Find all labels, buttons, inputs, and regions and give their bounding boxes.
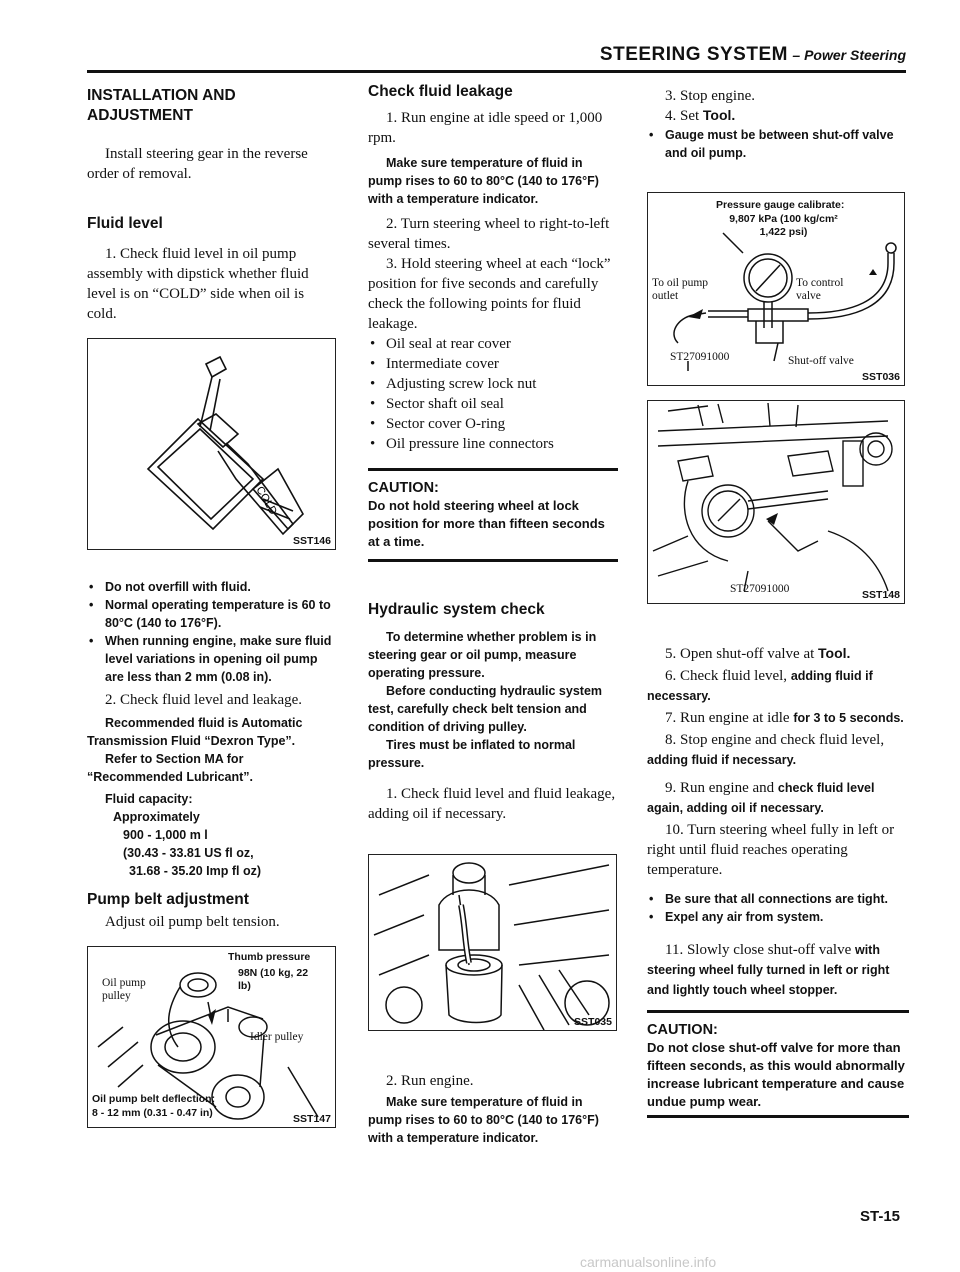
hyd-paragraph-3: Tires must be inflated to normal pressure. <box>368 738 576 770</box>
leak-step-2: 2. Turn steering wheel to right-to-left several times. <box>368 216 610 252</box>
label-pulley: Oil pump pulley <box>102 977 146 1002</box>
refer-section: Refer to Section MA for “Recommended Lubricant”. <box>87 752 253 784</box>
dipstick-illustration <box>88 339 335 549</box>
hyd-step-1: 1. Check fluid level and fluid leakage, adding oil if necessary. <box>368 786 616 822</box>
step-8-text: 8. Stop engine and check fluid level, <box>665 732 885 748</box>
list-item: • Do not overfill with fluid. <box>87 578 337 596</box>
page-number: ST-15 <box>860 1208 901 1225</box>
heading-hydraulic: Hydraulic system check <box>368 601 545 618</box>
caution-box <box>368 468 618 562</box>
step-11-bold: with steering wheel fully turned in left or right and lightly touch wheel stopper. <box>647 943 890 997</box>
leak-step-1-note: Make sure temperature of fluid in pump rises to 60 to 80°C (140 to 176°F) with a temperature indicator. <box>368 156 599 206</box>
reservoir-illustration <box>369 855 616 1030</box>
hyd-paragraph-2: Before conducting hydraulic system test, carefully check belt tension and condition of driving pulley. <box>368 684 603 734</box>
caution-text: Do not close shut-off valve for more than fifteen seconds, as this would abnormally increase lubricant temperature and cause undue pump wear. <box>647 1040 905 1109</box>
svg-text:COLD: COLD <box>253 484 280 517</box>
figure-reservoir <box>368 854 617 1031</box>
column-right <box>647 82 909 1118</box>
caution-box-2 <box>647 1010 909 1118</box>
label-control: To control valve <box>796 277 844 302</box>
engine-illustration <box>648 401 904 603</box>
gauge-bullet <box>647 126 909 162</box>
header-subtitle: – Power Steering <box>792 47 906 63</box>
step-9-bold: check fluid level again, adding oil if necessary. <box>647 781 875 815</box>
caution-title: CAUTION: <box>368 480 439 496</box>
figure-tag: SST146 <box>293 535 331 547</box>
caution-bottom-rule <box>368 559 618 562</box>
figure-engine <box>647 400 905 604</box>
step-7 <box>647 708 909 728</box>
leak-step-3: 3. Hold steering wheel at each “lock” position for five seconds and carefully check the following points for fluid leakage. <box>368 256 611 332</box>
label-calibrate: Pressure gauge calibrate: <box>716 199 845 211</box>
step-9 <box>647 778 909 818</box>
step-5 <box>647 644 909 664</box>
list-item: • Intermediate cover <box>368 354 618 374</box>
page-header <box>546 44 906 66</box>
caution-bottom-rule <box>647 1115 909 1118</box>
step-4-text: 4. Set <box>665 108 703 124</box>
step-8-bold: adding fluid if necessary. <box>647 753 797 767</box>
label-force: 98N (10 kg, 22 lb) <box>238 967 309 992</box>
label-idler: Idler pulley <box>250 1031 304 1043</box>
label-deflection-value: 8 - 12 mm (0.31 - 0.47 in) <box>92 1107 213 1119</box>
label-calibrate-value: 9,807 kPa (100 kg/cm² 1,422 psi) <box>729 213 838 238</box>
step-11 <box>647 940 909 1000</box>
list-item: • Be sure that all connections are tight. <box>647 890 909 908</box>
label-thumb: Thumb pressure <box>228 951 311 963</box>
step-5-text: 5. Open shut-off valve at <box>665 646 819 662</box>
figure-dipstick <box>87 338 336 550</box>
step-6-text: 6. Check fluid level, <box>665 668 791 684</box>
heading-belt: Pump belt adjustment <box>87 891 249 908</box>
figure-tag: SST147 <box>293 1113 331 1125</box>
hyd-step-2: 2. Run engine. <box>386 1073 474 1089</box>
caution-top-rule <box>368 468 618 471</box>
caution-title: CAUTION: <box>647 1022 718 1038</box>
capacity-line: Approximately <box>113 810 200 824</box>
step-3-stop: 3. Stop engine. <box>665 88 755 104</box>
list-item: • Sector cover O-ring <box>368 414 618 434</box>
step-4-set <box>647 106 909 126</box>
fluid-step-2: 2. Check fluid level and leakage. <box>105 692 303 708</box>
list-item: • Gauge must be between shut-off valve and oil pump. <box>647 126 909 162</box>
step-8 <box>647 730 909 770</box>
step-11-text: 11. Slowly close shut-off valve <box>665 942 855 958</box>
step-7-bold: for 3 to 5 seconds. <box>793 711 904 725</box>
list-item: • Oil pressure line connectors <box>368 434 618 454</box>
heading-installation: INSTALLATION AND ADJUSTMENT <box>87 87 236 124</box>
heading-fluid-level: Fluid level <box>87 215 163 232</box>
recommended-fluid: Recommended fluid is Automatic Transmission Fluid “Dexron Type”. <box>87 716 303 748</box>
list-item: • Adjusting screw lock nut <box>368 374 618 394</box>
hyd-paragraph-1: To determine whether problem is in steering gear or oil pump, measure operating pressure. <box>368 630 597 680</box>
step-5-tool: Tool. <box>818 645 851 661</box>
fluid-bullets <box>87 578 337 686</box>
column-middle <box>368 82 618 1147</box>
figure-gauge <box>647 192 905 386</box>
header-rule <box>87 70 906 73</box>
column-left <box>87 82 337 1128</box>
leak-step-1: 1. Run engine at idle speed or 1,000 rpm. <box>368 110 603 146</box>
caution-text: Do not hold steering wheel at lock position for more than fifteen seconds at a time. <box>368 498 605 549</box>
step-4-tool: Tool. <box>702 107 736 123</box>
fluid-step-1: 1. Check fluid level in oil pump assembly with dipstick whether fluid level is on “COLD” side when oil is cold. <box>87 246 309 322</box>
heading-leakage: Check fluid leakage <box>368 83 513 100</box>
capacity-line: (30.43 - 33.81 US fl oz, <box>123 846 254 860</box>
list-item: • Sector shaft oil seal <box>368 394 618 414</box>
list-item: • Oil seal at rear cover <box>368 334 618 354</box>
label-tool: ST27091000 <box>730 583 790 595</box>
capacity-line: 900 - 1,000 m l <box>123 828 208 842</box>
step-7-text: 7. Run engine at idle <box>665 710 794 726</box>
list-item: • When running engine, make sure fluid level variations in opening oil pump are less than 2 mm (0.08 in). <box>87 632 337 686</box>
header-title: STEERING SYSTEM <box>599 44 788 65</box>
step-6 <box>647 666 909 706</box>
hyd-step-2-note: Make sure temperature of fluid in pump rises to 60 to 80°C (140 to 176°F) with a temperature indicator. <box>368 1095 599 1145</box>
leak-points <box>368 334 618 454</box>
label-deflection: Oil pump belt deflection: <box>92 1093 216 1105</box>
step-10-bullets <box>647 890 909 926</box>
watermark: carmanualsonline.info <box>580 1254 717 1270</box>
install-paragraph: Install steering gear in the reverse order of removal. <box>87 146 308 182</box>
belt-paragraph: Adjust oil pump belt tension. <box>105 914 280 930</box>
label-tool: ST27091000 <box>670 351 730 363</box>
list-item: • Expel any air from system. <box>647 908 909 926</box>
figure-tag: SST036 <box>862 371 900 383</box>
figure-tag: SST148 <box>862 589 900 601</box>
figure-tag: SST035 <box>574 1016 612 1028</box>
label-shutoff: Shut-off valve <box>788 355 854 367</box>
step-9-text: 9. Run engine and <box>665 780 778 796</box>
capacity-title: Fluid capacity: <box>105 792 193 806</box>
step-6-bold: adding fluid if necessary. <box>647 669 873 703</box>
caution-top-rule <box>647 1010 909 1013</box>
figure-belt <box>87 946 336 1128</box>
capacity-line: 31.68 - 35.20 Imp fl oz) <box>129 864 261 878</box>
label-outlet: To oil pump outlet <box>652 277 709 302</box>
list-item: • Normal operating temperature is 60 to 80°C (140 to 176°F). <box>87 596 337 632</box>
step-10: 10. Turn steering wheel fully in left or right until fluid reaches operating temperature. <box>647 822 895 878</box>
